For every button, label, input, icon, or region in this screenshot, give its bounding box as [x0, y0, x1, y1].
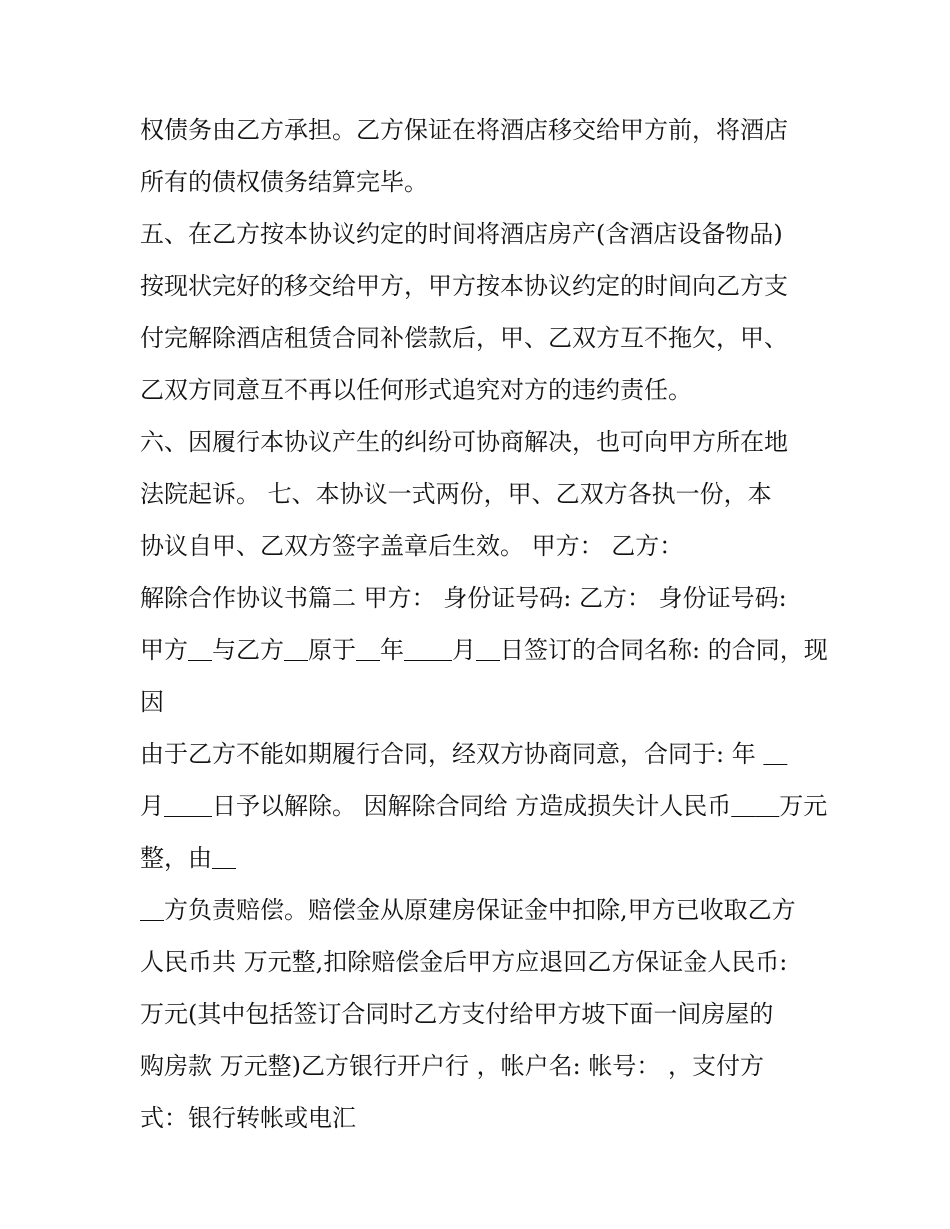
text-line: 五、在乙方按本协议约定的时间将酒店房产(含酒店设备物品) — [140, 220, 783, 248]
text-line: 乙双方同意互不再以任何形式追究对方的违约责任。 — [140, 376, 692, 404]
text-line: 法院起诉。 七、本协议一式两份，甲、乙双方各执一份，本 — [140, 480, 772, 508]
text-line: ＿方负责赔偿。赔偿金从原建房保证金中扣除,甲方已收取乙方 — [140, 896, 796, 924]
text-line: 月＿＿日予以解除。 因解除合同给 方造成损失计人民币＿＿万元 — [140, 792, 828, 820]
text-line: 因 — [140, 688, 164, 716]
text-line: 所有的债权债务结算完毕。 — [140, 168, 428, 196]
text-line: 按现状完好的移交给甲方，甲方按本协议约定的时间向乙方支 — [140, 272, 788, 300]
text-line: 整，由＿ — [140, 844, 236, 872]
text-line: 协议自甲、乙双方签字盖章后生效。 甲方： 乙方： — [140, 532, 684, 560]
text-line: 付完解除酒店租赁合同补偿款后，甲、乙双方互不拖欠，甲、 — [140, 324, 788, 352]
document-body — [140, 104, 830, 1144]
text-line: 解除合作协议书篇二 甲方： 身份证号码: 乙方： 身份证号码: — [140, 584, 787, 612]
text-line: 由于乙方不能如期履行合同，经双方协商同意，合同于: 年 ＿ — [140, 740, 788, 768]
text-line: 式：银行转帐或电汇 — [140, 1104, 356, 1132]
text-line: 六、因履行本协议产生的纠纷可协商解决，也可向甲方所在地 — [140, 428, 788, 456]
text-line: 万元(其中包括签订合同时乙方支付给甲方坡下面一间房屋的 — [140, 1000, 774, 1028]
text-line: 购房款 万元整)乙方银行开户行 ，帐户名: 帐号： ，支付方 — [140, 1052, 764, 1080]
text-line: 甲方＿与乙方＿原于＿年＿＿月＿日签订的合同名称: 的合同，现 — [140, 636, 828, 664]
text-line: 人民币共 万元整,扣除赔偿金后甲方应退回乙方保证金人民币: — [140, 948, 788, 976]
text-line: 权债务由乙方承担。乙方保证在将酒店移交给甲方前，将酒店 — [140, 116, 788, 144]
